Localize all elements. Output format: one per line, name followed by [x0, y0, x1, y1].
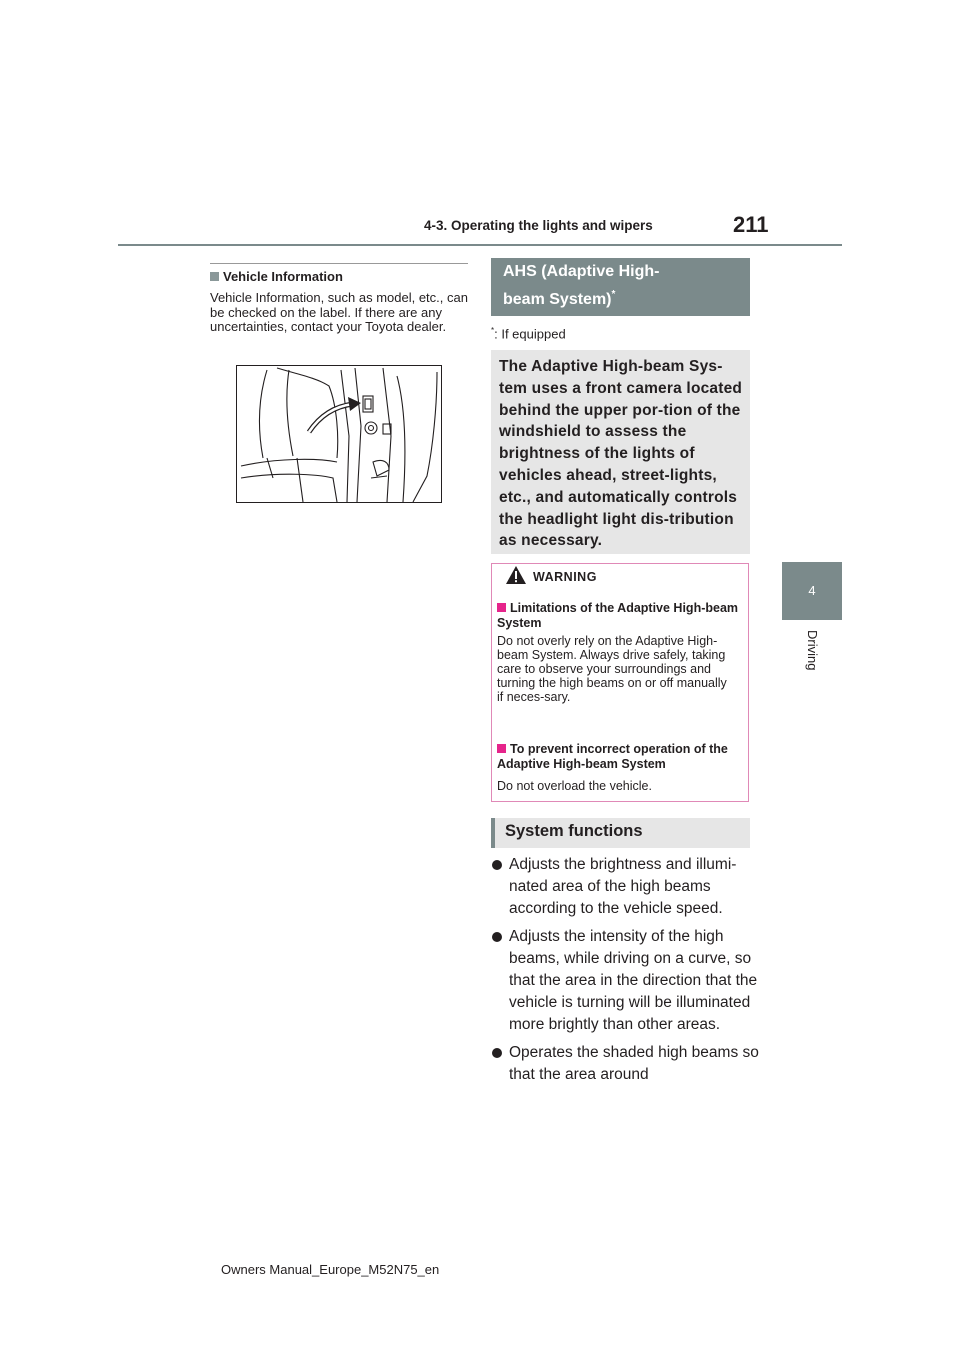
- vehicle-info-body: Vehicle Information, such as model, etc., can be checked on the label. If there are any uncertainties, contact your Toyota dealer.: [210, 290, 468, 334]
- footer-manual-id: Owners Manual_Europe_M52N75_en: [221, 1262, 440, 1277]
- square-bullet-icon: [210, 272, 219, 281]
- system-functions-list: [491, 854, 761, 1092]
- ahs-title-line2-text: beam System): [503, 291, 612, 308]
- vehicle-info-heading-text: Vehicle Information: [223, 269, 343, 284]
- list-item: [491, 1042, 761, 1086]
- warning-subheading-incorrect-operation-text: To prevent incorrect operation of the Adaptive High-beam System: [497, 742, 728, 771]
- warning-triangle-icon: [505, 565, 527, 585]
- section-rule: [210, 263, 468, 264]
- chapter-number: 4: [808, 583, 816, 598]
- warning-body-limitations: Do not overly rely on the Adaptive High-beam System. Always drive safely, taking care to observe your surroundings and turning the high beams on or off manually if neces-sary.: [497, 634, 727, 704]
- warning-body-incorrect-operation: Do not overload the vehicle.: [497, 779, 652, 793]
- chapter-name: Driving: [805, 630, 820, 671]
- system-functions-banner: [491, 818, 750, 848]
- ahs-intro-text: The Adaptive High-beam Sys-tem uses a front camera located behind the upper por-tion of the windshield to assess the brightness of the lights of vehicles ahead, street-lights, etc., and automatically controls the headlight light dis-tribution as necessary.: [499, 358, 743, 550]
- header-rule: [118, 244, 842, 246]
- page-number: 211: [733, 212, 769, 237]
- list-item-text: Operates the shaded high beams so that the area around: [509, 1044, 759, 1083]
- system-functions-heading: System functions: [505, 822, 643, 840]
- bullet-icon: [492, 932, 502, 942]
- warning-header: [491, 563, 749, 593]
- bullet-icon: [492, 860, 502, 870]
- list-item-text: Adjusts the intensity of the high beams, while driving on a curve, so that the area in the direction that the vehicle is turning will be illuminated more brightly than other areas.: [509, 928, 758, 1033]
- chapter-tab: [782, 562, 842, 620]
- warning-subheading-incorrect-operation: [497, 742, 745, 771]
- vehicle-info-heading: [210, 269, 343, 284]
- section-title: 4-3. Operating the lights and wipers: [424, 218, 653, 233]
- ahs-title-line1: AHS (Adaptive High-: [503, 263, 660, 280]
- list-item: [491, 926, 761, 1036]
- warning-subheading-limitations: [497, 601, 745, 630]
- list-item-text: Adjusts the brightness and illumi-nated area of the high beams according to the vehicle speed.: [509, 856, 737, 917]
- list-item: [491, 854, 761, 920]
- warning-subheading-limitations-text: Limitations of the Adaptive High-beam System: [497, 601, 739, 630]
- chapter-label: [782, 630, 842, 690]
- warning-title: WARNING: [533, 570, 597, 584]
- footnote-text: : If equipped: [494, 326, 566, 342]
- door-pillar-label-drawing: [237, 366, 442, 503]
- square-bullet-icon: [497, 744, 506, 753]
- ahs-footnote-marker: *: [611, 289, 616, 300]
- ahs-title-line2: [503, 289, 615, 309]
- ahs-intro-box: [491, 350, 750, 554]
- bullet-icon: [492, 1048, 502, 1058]
- square-bullet-icon: [497, 603, 506, 612]
- equipment-footnote: [491, 326, 566, 341]
- ahs-section-banner: [491, 258, 750, 316]
- footnote-marker: *: [491, 326, 495, 335]
- vehicle-label-illustration: [236, 365, 442, 503]
